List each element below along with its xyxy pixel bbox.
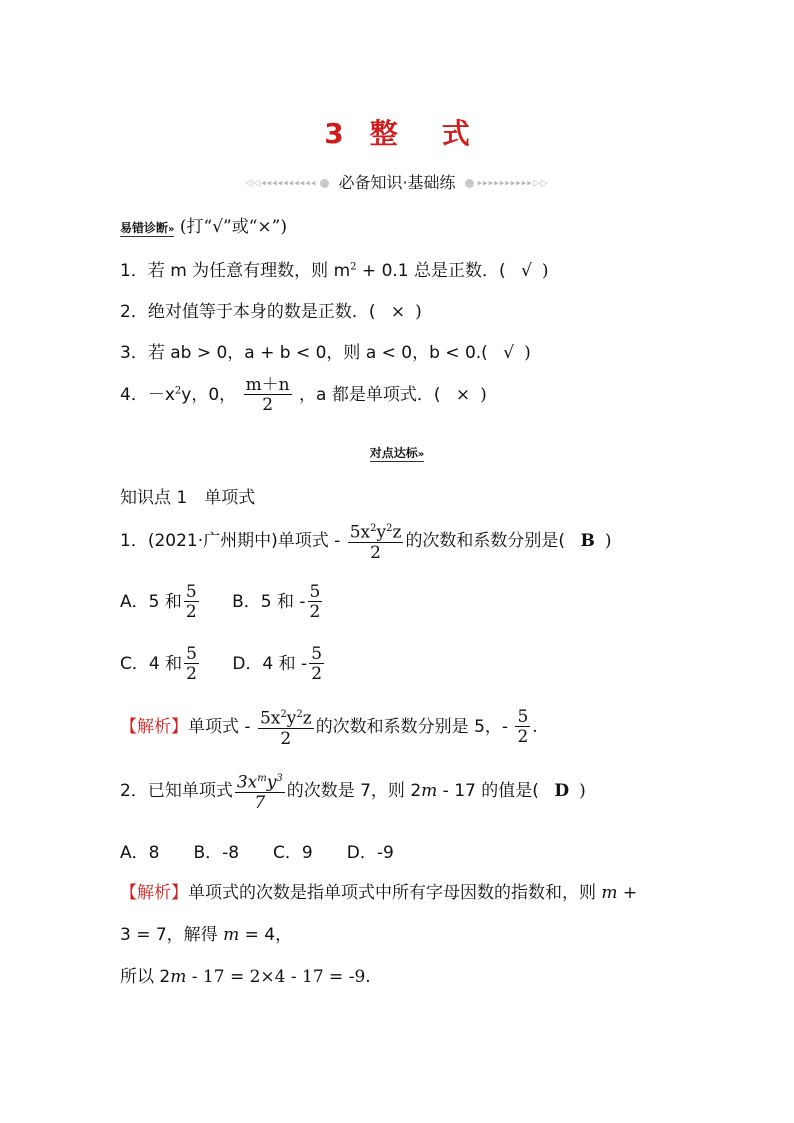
section-banner <box>0 170 794 193</box>
knowledge-point-heading: 知识点 1 单项式 <box>120 488 256 508</box>
fraction: $\frac{5x^2y^2z}{2}$ <box>348 520 404 563</box>
options-row: A．8 B．-8 C．9 D．-9 <box>120 843 394 863</box>
analysis-1: 【解析】单项式 - $\frac{5x^2y^2z}{2}$ 的次数和系数分别是 5，- $\frac{5}{2}$ . <box>120 706 538 749</box>
tf-item: 3．若 ab > 0，a + b < 0，则 a < 0，b < 0.( √ ) <box>120 343 531 363</box>
banner-dot-icon <box>465 179 474 188</box>
banner-right-decoration: ▸▸▸▸▸▸▸▸▸▸▷▷ <box>477 178 549 189</box>
tf-item: 4．$-x^2y$，0， $\frac{m+n}{2}$ ，a 都是单项式．( × ) <box>120 375 487 415</box>
options-row <box>120 645 326 684</box>
option-b: B．5 和 - $\frac{5}{2}$ <box>232 582 321 622</box>
options-row <box>120 583 324 622</box>
fraction: $\frac{m+n}{2}$ <box>245 375 290 415</box>
fraction: $\frac{5}{2}$ <box>517 706 529 747</box>
analysis-tag: 【解析】 <box>120 883 188 903</box>
practice-header <box>0 442 794 462</box>
diagnose-header <box>120 212 287 237</box>
analysis-2-line-2: 3 = 7，解得 m = 4， <box>120 925 293 945</box>
question-2: 2．已知单项式 $\frac{3x^my^3}{7}$ 的次数是 7，则 2m - 17 的值是( D ) <box>120 770 586 813</box>
option-d: D．4 和 - $\frac{5}{2}$ <box>232 644 323 684</box>
question-answer: D <box>554 780 570 801</box>
title-number: 3 <box>324 117 344 150</box>
question-answer: B <box>580 530 595 551</box>
diagnose-hint: (打“√”或“×”) <box>179 217 287 237</box>
banner-dot-icon <box>320 179 329 188</box>
tf-answer: √ <box>521 261 532 281</box>
tf-item: 2．绝对值等于本身的数是正数．( × ) <box>120 302 422 322</box>
analysis-tag: 【解析】 <box>120 716 188 737</box>
tf-answer: × <box>455 385 471 405</box>
fraction: $\frac{3x^my^3}{7}$ <box>235 770 285 813</box>
question-1: 1．(2021·广州期中)单项式 - $\frac{5x^2y^2z}{2}$ 的次数和系数分别是( B ) <box>120 520 612 563</box>
option-a: A．5 和 $\frac{5}{2}$ <box>120 582 197 622</box>
tf-answer: √ <box>503 343 515 363</box>
title-word-2: 式 <box>441 117 470 150</box>
diagnose-tag: 易错诊断» <box>120 221 175 235</box>
analysis-2-line-3: 所以 2m - 17 = 2×4 - 17 = -9. <box>120 967 371 987</box>
tf-answer: × <box>390 302 406 322</box>
fraction: $\frac{5x^2y^2z}{2}$ <box>258 706 314 749</box>
page-title <box>0 112 794 152</box>
practice-tag: 对点达标» <box>369 446 425 460</box>
tf-item: 1．若 m 为任意有理数，则 $m^2 + 0.1$ 总是正数．( √ ) <box>120 261 549 281</box>
banner-text: 必备知识·基础练 <box>338 173 456 192</box>
analysis-2-line-1: 【解析】单项式的次数是指单项式中所有字母因数的指数和，则 m + <box>120 883 638 903</box>
banner-left-decoration: ◁◁◂◂◂◂◂◂◂◂◂◂ <box>245 178 317 189</box>
title-word-1: 整 <box>369 117 398 150</box>
option-c: C．4 和 $\frac{5}{2}$ <box>120 644 197 684</box>
